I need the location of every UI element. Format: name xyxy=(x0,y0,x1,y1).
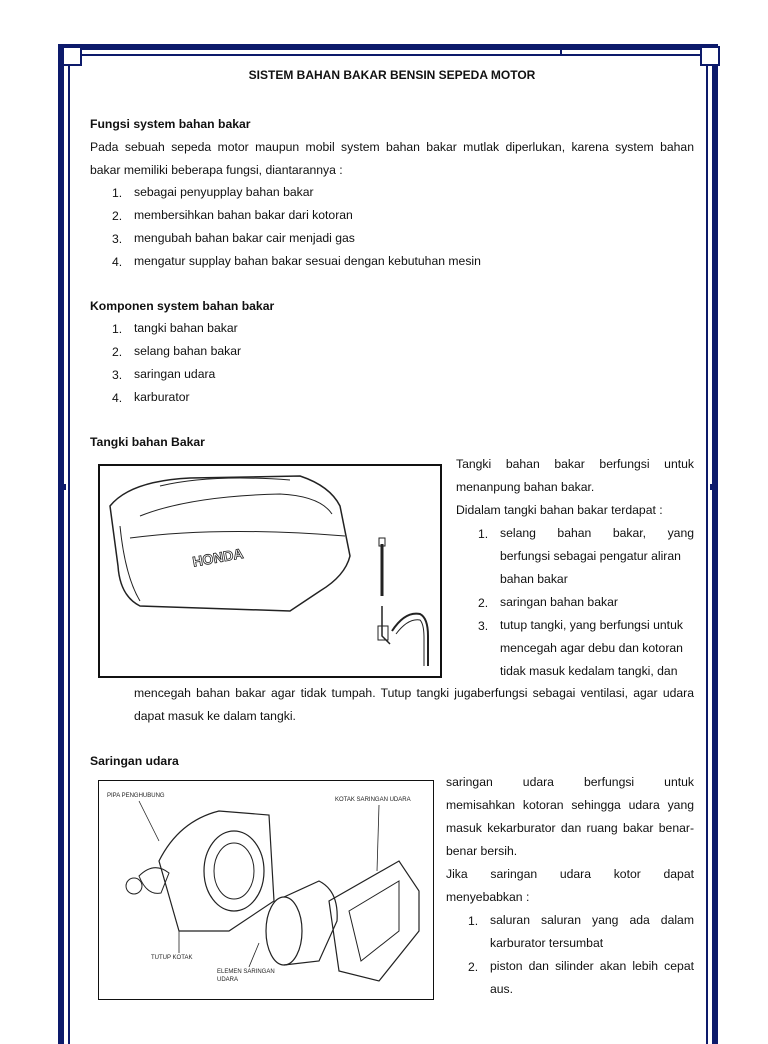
paragraph-line: benar bersih. xyxy=(446,844,518,858)
list-item: mengatur supplay bahan bakar sesuai dengan kebutuhan mesin xyxy=(134,254,481,268)
list-number: 3. xyxy=(112,232,123,246)
list-item: mengubah bahan bakar cair menjadi gas xyxy=(134,231,355,245)
border-tick xyxy=(64,484,66,490)
list-number: 1. xyxy=(112,186,123,200)
fuel-tank-drawing xyxy=(100,466,440,676)
border-tick xyxy=(710,484,712,490)
paragraph-line: mencegah bahan bakar agar tidak tumpah. Tutup tangki jugaberfungsi sebagai ventilasi, agar udara xyxy=(134,686,694,700)
list-number: 3. xyxy=(478,619,489,633)
air-filter-illustration xyxy=(98,780,434,1000)
list-number: 2. xyxy=(112,209,123,223)
list-number: 2. xyxy=(468,960,479,974)
list-number: 4. xyxy=(112,255,123,269)
fuel-tank-illustration xyxy=(98,464,442,678)
list-item: karburator xyxy=(134,390,190,404)
list-item: aus. xyxy=(490,982,514,996)
list-item: selang bahan bakar xyxy=(134,344,242,358)
list-number: 2. xyxy=(112,345,123,359)
list-item: saluran saluran yang ada dalam xyxy=(490,913,694,927)
list-number: 2. xyxy=(478,596,489,610)
list-number: 1. xyxy=(112,322,123,336)
list-item: berfungsi sebagai pengatur aliran xyxy=(500,549,681,563)
border-corner xyxy=(700,46,720,66)
label-elemen-2: UDARA xyxy=(217,977,239,983)
list-item: mencegah agar debu dan kotoran xyxy=(500,641,683,655)
paragraph-line: bakar memiliki beberapa fungsi, diantarannya : xyxy=(90,163,343,177)
label-tutup: TUTUP KOTAK xyxy=(151,955,193,961)
section-heading-komponen: Komponen system bahan bakar xyxy=(90,299,275,313)
list-item: karburator tersumbat xyxy=(490,936,604,950)
list-number: 1. xyxy=(468,914,479,928)
honda-logo-text: HONDA xyxy=(191,545,245,570)
paragraph-line: Pada sebuah sepeda motor maupun mobil system bahan bakar mutlak diperlukan, karena system bahan xyxy=(90,140,694,154)
paragraph-line: Jika saringan udara kotor dapat xyxy=(446,867,694,881)
list-item: membersihkan bahan bakar dari kotoran xyxy=(134,208,353,222)
list-number: 4. xyxy=(112,391,123,405)
list-item: bahan bakar xyxy=(500,572,568,586)
section-heading-fungsi: Fungsi system bahan bakar xyxy=(90,117,251,131)
paragraph-line: menanpung bahan bakar. xyxy=(456,480,595,494)
label-kotak: KOTAK SARINGAN UDARA xyxy=(335,797,411,803)
paragraph-line: Didalam tangki bahan bakar terdapat : xyxy=(456,503,663,517)
label-pipa: PIPA PENGHUBUNG xyxy=(107,793,165,799)
paragraph-line: Tangki bahan bakar berfungsi untuk xyxy=(456,457,694,471)
list-number: 3. xyxy=(112,368,123,382)
paragraph-line: masuk kekarburator dan ruang bakar benar- xyxy=(446,821,694,835)
list-number: 1. xyxy=(478,527,489,541)
section-heading-tangki: Tangki bahan Bakar xyxy=(90,435,205,449)
list-item: saringan bahan bakar xyxy=(500,595,618,609)
list-item: piston dan silinder akan lebih cepat xyxy=(490,959,694,973)
border-tick xyxy=(560,48,562,54)
border-corner xyxy=(62,46,82,66)
paragraph-line: menyebabkan : xyxy=(446,890,530,904)
paragraph-line: dapat masuk ke dalam tangki. xyxy=(134,709,296,723)
document-title: SISTEM BAHAN BAKAR BENSIN SEPEDA MOTOR xyxy=(248,68,536,82)
list-item: selang bahan bakar, yang xyxy=(500,526,694,540)
list-item: tangki bahan bakar xyxy=(134,321,238,335)
section-heading-saringan: Saringan udara xyxy=(90,754,179,768)
air-filter-drawing xyxy=(99,781,433,999)
paragraph-line: saringan udara berfungsi untuk xyxy=(446,775,694,789)
list-item: tutup tangki, yang berfungsi untuk xyxy=(500,618,683,632)
label-elemen: ELEMEN SARINGAN xyxy=(217,969,275,975)
list-item: sebagai penyupplay bahan bakar xyxy=(134,185,314,199)
list-item: saringan udara xyxy=(134,367,216,381)
list-item: tidak masuk kedalam tangki, dan xyxy=(500,664,678,678)
paragraph-line: memisahkan kotoran sehingga udara yang xyxy=(446,798,694,812)
